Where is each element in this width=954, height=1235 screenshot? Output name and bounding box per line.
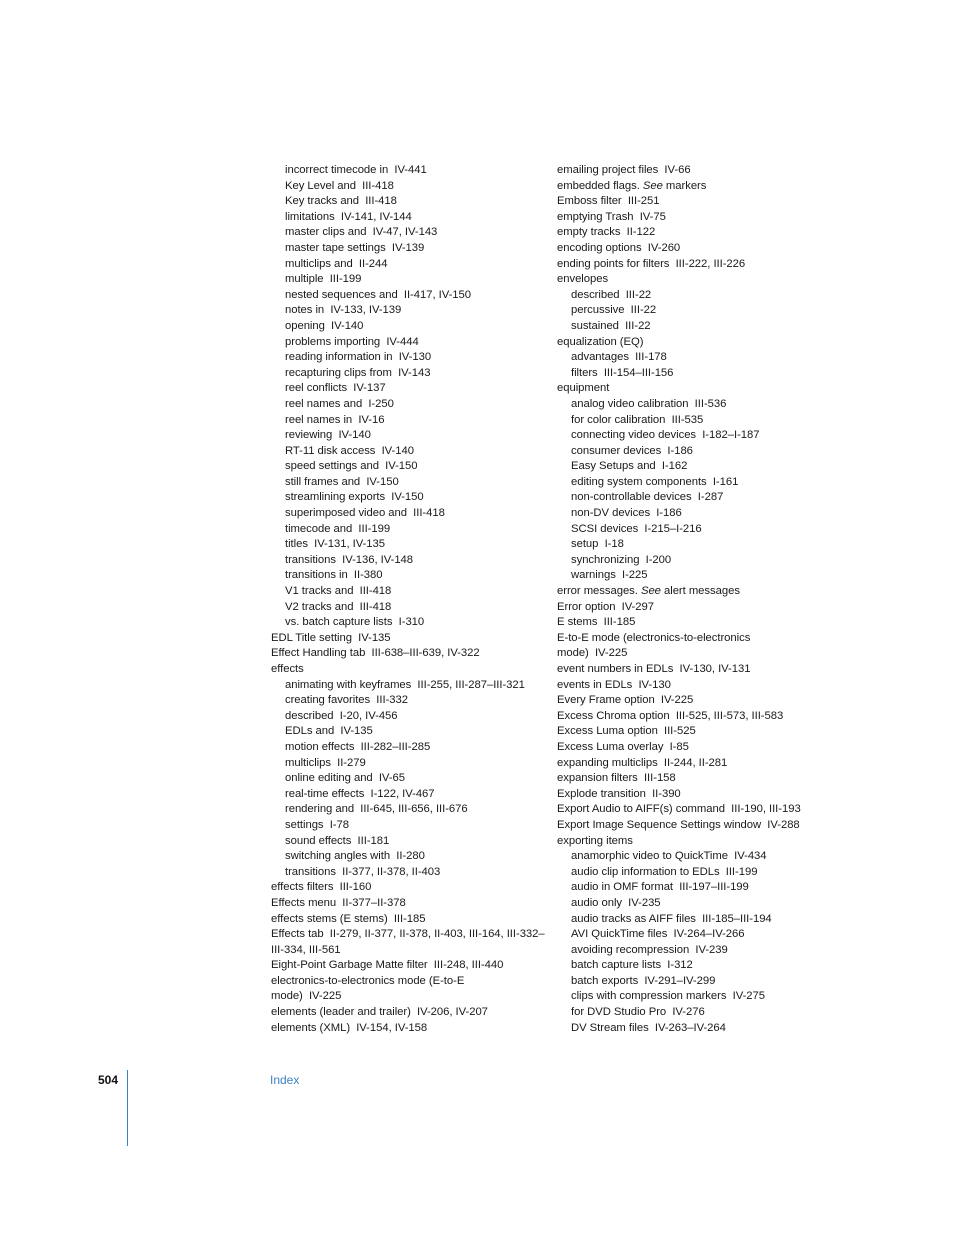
entry-text: analog video calibration III-536	[571, 397, 727, 410]
entry-text: EDL Title setting IV-135	[271, 631, 391, 644]
index-entry	[271, 896, 546, 912]
index-subentry	[271, 194, 546, 210]
index-subentry	[271, 288, 546, 304]
index-entry	[557, 210, 832, 226]
entry-text: percussive III-22	[571, 304, 657, 317]
index-subentry	[271, 459, 546, 475]
entry-text: ending points for filters III-222, III-226	[557, 257, 746, 270]
index-entry	[271, 958, 546, 974]
entry-text: setup I-18	[571, 538, 624, 551]
entry-text: E stems III-185	[557, 616, 636, 629]
entry-text: exporting items	[557, 834, 633, 847]
entry-text: Effects tab II-279, II-377, II-378, II-403, III-164, III-332–	[271, 928, 545, 941]
index-subentry	[557, 880, 832, 896]
entry-text: rendering and III-645, III-656, III-676	[285, 803, 468, 816]
index-subentry	[271, 600, 546, 616]
entry-text: non-controllable devices I-287	[571, 491, 724, 504]
entry-text: vs. batch capture lists I-310	[285, 616, 425, 629]
index-entry	[557, 194, 832, 210]
entry-text: audio tracks as AIFF files III-185–III-194	[571, 912, 772, 925]
index-subentry	[271, 303, 546, 319]
entry-text: anamorphic video to QuickTime IV-434	[571, 850, 767, 863]
entry-text: batch exports IV-291–IV-299	[571, 974, 716, 987]
entry-text: Export Image Sequence Settings window IV-288	[557, 818, 800, 831]
entry-text: sustained III-22	[571, 319, 651, 332]
entry-text: Effect Handling tab III-638–III-639, IV-322	[271, 647, 480, 660]
index-subentry	[271, 615, 546, 631]
entry-text: advantages III-178	[571, 351, 667, 364]
index-subentry	[271, 818, 546, 834]
entry-text: Eight-Point Garbage Matte filter III-248, III-440	[271, 959, 504, 972]
index-subentry	[271, 272, 546, 288]
index-subentry	[271, 865, 546, 881]
entry-text: switching angles with II-280	[285, 850, 425, 863]
entry-text: filters III-154–III-156	[571, 366, 674, 379]
entry-text: animating with keyframes III-255, III-287–III-321	[285, 678, 525, 691]
entry-text: RT-11 disk access IV-140	[285, 444, 414, 457]
entry-text: electronics-to-electronics mode (E-to-E	[271, 974, 465, 987]
index-subentry	[557, 943, 832, 959]
index-entry	[557, 615, 832, 631]
entry-text: for color calibration III-535	[571, 413, 704, 426]
entry-text: batch capture lists I-312	[571, 959, 693, 972]
index-subentry	[271, 693, 546, 709]
index-entry	[557, 802, 832, 818]
index-entry	[271, 880, 546, 896]
index-subentry	[557, 865, 832, 881]
index-subentry	[271, 553, 546, 569]
index-subentry	[271, 366, 546, 382]
index-subentry	[271, 584, 546, 600]
index-entry	[557, 756, 832, 772]
index-entry	[271, 1005, 546, 1021]
index-entry	[271, 631, 546, 647]
entry-text: effects	[271, 663, 304, 675]
entry-text: opening IV-140	[285, 319, 364, 332]
index-subentry	[271, 335, 546, 351]
index-entry	[557, 335, 832, 351]
entry-text: nested sequences and II-417, IV-150	[285, 288, 471, 301]
index-entry	[557, 584, 832, 600]
entry-text: elements (XML) IV-154, IV-158	[271, 1021, 428, 1034]
index-subentry	[557, 974, 832, 990]
index-subentry	[557, 553, 832, 569]
entry-text: notes in IV-133, IV-139	[285, 304, 402, 317]
index-subentry	[557, 568, 832, 584]
entry-text: Export Audio to AIFF(s) command III-190, III-193	[557, 803, 801, 816]
index-entry	[557, 272, 832, 288]
entry-text: audio clip information to EDLs III-199	[571, 865, 758, 878]
entry-text: superimposed video and III-418	[285, 507, 445, 520]
index-subentry	[557, 350, 832, 366]
index-subentry	[271, 678, 546, 694]
index-subentry	[271, 210, 546, 226]
section-title: Index	[270, 1073, 300, 1087]
index-entry	[557, 179, 832, 195]
entry-text: mode) IV-225	[557, 647, 628, 660]
entry-text: Error option IV-297	[557, 600, 654, 613]
index-subentry	[557, 444, 832, 460]
index-subentry	[271, 163, 546, 179]
entry-text: recapturing clips from IV-143	[285, 366, 431, 379]
index-entry	[557, 381, 832, 397]
index-subentry	[271, 756, 546, 772]
entry-text: elements (leader and trailer) IV-206, IV-207	[271, 1006, 488, 1019]
index-column-left	[271, 163, 546, 1036]
entry-text: V1 tracks and III-418	[285, 585, 392, 598]
entry-text: DV Stream files IV-263–IV-264	[571, 1021, 726, 1034]
entry-text: Key tracks and III-418	[285, 195, 397, 208]
entry-text: settings I-78	[285, 818, 349, 831]
entry-text: III-334, III-561	[271, 943, 341, 956]
index-subentry	[557, 912, 832, 928]
entry-text: speed settings and IV-150	[285, 460, 418, 473]
index-subentry	[271, 724, 546, 740]
index-subentry	[557, 459, 832, 475]
entry-text: still frames and IV-150	[285, 475, 399, 488]
entry-text: limitations IV-141, IV-144	[285, 210, 412, 223]
entry-text: emailing project files IV-66	[557, 164, 691, 176]
index-subentry	[557, 490, 832, 506]
index-subentry	[557, 413, 832, 429]
entry-text: Excess Luma overlay I-85	[557, 740, 689, 753]
index-entry	[557, 600, 832, 616]
index-subentry	[557, 506, 832, 522]
index-subentry	[271, 397, 546, 413]
index-subentry	[557, 537, 832, 553]
index-subentry	[557, 927, 832, 943]
entry-text: expanding multiclips II-244, II-281	[557, 756, 728, 769]
index-entry	[271, 912, 546, 928]
index-subentry	[271, 381, 546, 397]
entry-text: described III-22	[571, 288, 652, 301]
entry-text: Excess Chroma option III-525, III-573, III-583	[557, 709, 784, 722]
index-subentry	[271, 834, 546, 850]
entry-text: reviewing IV-140	[285, 429, 371, 442]
index-subentry	[271, 241, 546, 257]
index-subentry	[557, 849, 832, 865]
entry-text: V2 tracks and III-418	[285, 600, 392, 613]
entry-text: sound effects III-181	[285, 834, 390, 847]
index-entry	[557, 724, 832, 740]
entry-text: equipment	[557, 382, 610, 395]
entry-text: reel names in IV-16	[285, 413, 385, 426]
index-entry	[557, 771, 832, 787]
index-subentry	[557, 428, 832, 444]
entry-text: Every Frame option IV-225	[557, 694, 694, 707]
entry-text: connecting video devices I-182–I-187	[571, 429, 760, 442]
index-entry	[557, 257, 832, 273]
entry-text: creating favorites III-332	[285, 694, 408, 707]
index-subentry	[271, 257, 546, 273]
index-subentry	[557, 303, 832, 319]
entry-text: emptying Trash IV-75	[557, 210, 666, 223]
index-subentry	[271, 319, 546, 335]
entry-text: online editing and IV-65	[285, 772, 405, 785]
index-entry	[557, 662, 832, 678]
entry-text: for DVD Studio Pro IV-276	[571, 1006, 705, 1019]
index-entry	[557, 678, 832, 694]
entry-text: avoiding recompression IV-239	[571, 943, 728, 956]
index-subentry	[557, 896, 832, 912]
index-entry	[271, 662, 546, 678]
index-subentry	[271, 444, 546, 460]
entry-text: expansion filters III-158	[557, 772, 676, 785]
entry-text: multiclips II-279	[285, 756, 366, 769]
see-reference-target: alert messages	[660, 585, 740, 598]
entry-text: editing system components I-161	[571, 475, 739, 488]
index-subentry	[557, 522, 832, 538]
entry-text: clips with compression markers IV-275	[571, 990, 765, 1003]
entry-text: effects filters III-160	[271, 881, 372, 894]
entry-text: Key Level and III-418	[285, 179, 394, 192]
entry-text: mode) IV-225	[271, 990, 342, 1003]
index-subentry	[557, 989, 832, 1005]
entry-text: reel conflicts IV-137	[285, 382, 386, 395]
entry-text: SCSI devices I-215–I-216	[571, 522, 702, 535]
entry-text: EDLs and IV-135	[285, 725, 373, 738]
index-entry	[271, 927, 546, 943]
footer-divider	[127, 1070, 128, 1146]
index-entry	[557, 740, 832, 756]
index-entry	[557, 834, 832, 850]
index-column-right	[557, 163, 832, 1036]
index-entry	[557, 818, 832, 834]
index-entry	[557, 241, 832, 257]
entry-text: transitions IV-136, IV-148	[285, 553, 414, 566]
index-subentry	[557, 475, 832, 491]
entry-text: transitions in II-380	[285, 569, 383, 582]
entry-text: incorrect timecode in IV-441	[285, 164, 427, 176]
entry-text: effects stems (E stems) III-185	[271, 912, 426, 925]
entry-text: transitions II-377, II-378, II-403	[285, 865, 441, 878]
index-subentry	[271, 709, 546, 725]
entry-text: master tape settings IV-139	[285, 241, 425, 254]
index-subentry	[271, 490, 546, 506]
entry-text: timecode and III-199	[285, 522, 391, 535]
entry-text: AVI QuickTime files IV-264–IV-266	[571, 928, 745, 941]
entry-text: multiple III-199	[285, 273, 362, 286]
index-entry	[271, 646, 546, 662]
entry-text: warnings I-225	[571, 569, 648, 582]
entry-text: real-time effects I-122, IV-467	[285, 787, 435, 800]
index-entry	[271, 989, 546, 1005]
index-subentry	[271, 787, 546, 803]
entry-text: embedded flags.	[557, 179, 640, 192]
index-subentry	[271, 179, 546, 195]
index-entry	[557, 693, 832, 709]
index-subentry	[557, 366, 832, 382]
page-number: 504	[98, 1073, 119, 1087]
entry-text: events in EDLs IV-130	[557, 678, 671, 691]
entry-text: master clips and IV-47, IV-143	[285, 226, 438, 239]
index-subentry	[271, 475, 546, 491]
index-subentry	[557, 397, 832, 413]
index-subentry	[271, 350, 546, 366]
index-subentry	[271, 428, 546, 444]
see-reference-label: See	[640, 585, 661, 598]
index-subentry	[271, 225, 546, 241]
index-entry	[557, 646, 832, 662]
entry-text: audio in OMF format III-197–III-199	[571, 881, 749, 894]
entry-text: empty tracks II-122	[557, 226, 656, 239]
see-reference-target: markers	[662, 179, 707, 192]
entry-text: problems importing IV-444	[285, 335, 419, 348]
entry-text: E-to-E mode (electronics-to-electronics	[557, 631, 751, 644]
entry-text: Easy Setups and I-162	[571, 460, 688, 473]
index-entry	[557, 787, 832, 803]
entry-text: streamlining exports IV-150	[285, 491, 424, 504]
entry-text: titles IV-131, IV-135	[285, 538, 386, 551]
index-subentry	[271, 802, 546, 818]
index-entry	[271, 1021, 546, 1037]
see-reference-label: See	[642, 179, 663, 192]
index-entry	[557, 163, 832, 179]
index-subentry	[271, 506, 546, 522]
entry-text: event numbers in EDLs IV-130, IV-131	[557, 663, 751, 675]
index-entry	[271, 943, 546, 959]
index-subentry	[271, 849, 546, 865]
entry-text: error messages.	[557, 585, 638, 598]
entry-text: consumer devices I-186	[571, 444, 693, 457]
index-entry	[271, 974, 546, 990]
entry-text: envelopes	[557, 273, 609, 286]
index-subentry	[557, 958, 832, 974]
index-subentry	[557, 288, 832, 304]
index-subentry	[271, 537, 546, 553]
index-subentry	[271, 740, 546, 756]
index-subentry	[271, 413, 546, 429]
index-subentry	[271, 522, 546, 538]
entry-text: reading information in IV-130	[285, 351, 432, 364]
entry-text: Excess Luma option III-525	[557, 725, 696, 738]
index-entry	[557, 225, 832, 241]
index-subentry	[271, 771, 546, 787]
entry-text: reel names and I-250	[285, 397, 394, 410]
entry-text: Effects menu II-377–II-378	[271, 896, 406, 909]
entry-text: described I-20, IV-456	[285, 709, 398, 722]
entry-text: motion effects III-282–III-285	[285, 740, 431, 753]
index-entry	[557, 631, 832, 647]
entry-text: Explode transition II-390	[557, 787, 681, 800]
entry-text: audio only IV-235	[571, 896, 661, 909]
index-subentry	[557, 1021, 832, 1037]
entry-text: encoding options IV-260	[557, 241, 681, 254]
entry-text: equalization (EQ)	[557, 335, 644, 348]
entry-text: multiclips and II-244	[285, 257, 388, 270]
entry-text: synchronizing I-200	[571, 553, 672, 566]
index-entry	[557, 709, 832, 725]
index-subentry	[271, 568, 546, 584]
index-subentry	[557, 319, 832, 335]
index-subentry	[557, 1005, 832, 1021]
entry-text: Emboss filter III-251	[557, 195, 660, 208]
entry-text: non-DV devices I-186	[571, 507, 682, 520]
